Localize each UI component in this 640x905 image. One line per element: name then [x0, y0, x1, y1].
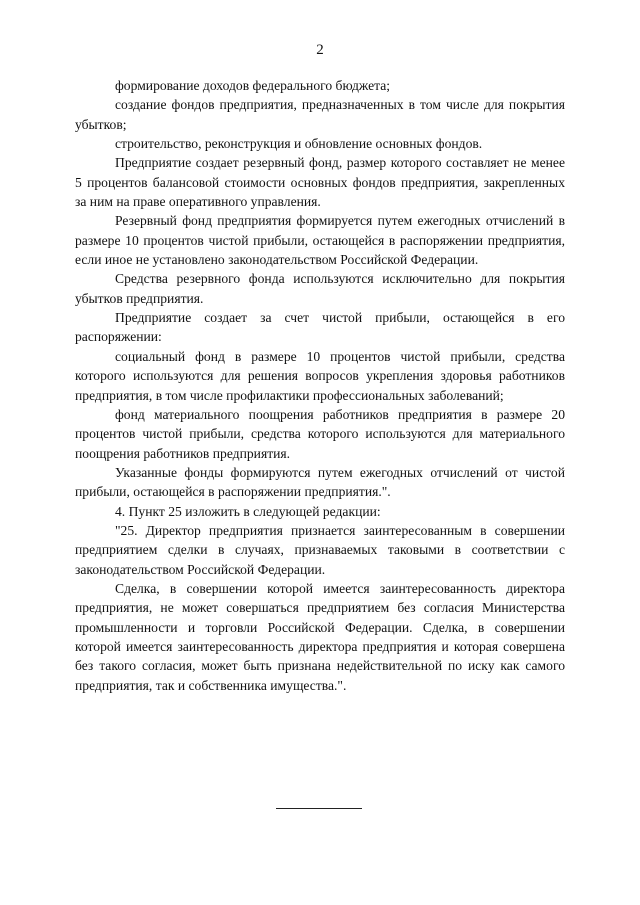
paragraph-reserve-fund-size: Предприятие создает резервный фонд, размер которого составляет не менее 5 процентов балансовой стоимости основных фондов предприятия, закрепленных за ним на праве оперативного управления.	[75, 155, 565, 210]
document-body	[75, 76, 565, 695]
paragraph-funds-formation: Указанные фонды формируются путем ежегодных отчислений от чистой прибыли, остающейся в распоряжении предприятия.".	[75, 464, 565, 500]
paragraph-item-25-heading: 4. Пункт 25 изложить в следующей редакции:	[115, 503, 381, 519]
paragraph-director-interest: "25. Директор предприятия признается заинтересованным в совершении предприятием сделки в случаях, признаваемых таковыми в соответствии с законодательством Российской Федерации.	[75, 522, 565, 577]
footer-divider	[276, 808, 362, 809]
paragraph-construction: строительство, реконструкция и обновление основных фондов.	[115, 136, 483, 152]
paragraph-reserve-fund-formation: Резервный фонд предприятия формируется путем ежегодных отчислений в размере 10 процентов чистой прибыли, остающейся в распоряжении предприятия, если иное не установлено законодательством Российской Федерации.	[75, 213, 565, 268]
page-number: 2	[316, 42, 324, 58]
paragraph-transaction-consent: Сделка, в совершении которой имеется заинтересованность директора предприятия, не может совершаться предприятием без согласия Министерства промышленности и торговли Российской Федерации. Сделка, в совершении которой имеется заинтересованность директора предприятия и которая совершена без такого согласия, может быть признана недействительной по иску как самого предприятия, так и собственника имущества.".	[75, 580, 565, 693]
paragraph-net-profit-funds: Предприятие создает за счет чистой прибыли, остающейся в его распоряжении:	[75, 310, 565, 345]
paragraph-reserve-fund-usage: Средства резервного фонда используются исключительно для покрытия убытков предприятия.	[75, 271, 565, 306]
paragraph-enterprise-funds: создание фондов предприятия, предназначенных в том числе для покрытия убытков;	[75, 97, 565, 132]
paragraph-federal-budget: формирование доходов федерального бюджета;	[115, 78, 391, 93]
paragraph-incentive-fund: фонд материального поощрения работников предприятия в размере 20 процентов чистой прибыли, средства которого используются для материального поощрения работников предприятия.	[75, 406, 565, 461]
paragraph-social-fund: социальный фонд в размере 10 процентов чистой прибыли, средства которого используются для решения вопросов укрепления здоровья работников предприятия, в том числе профилактики профессиональных заболеваний;	[75, 348, 565, 403]
